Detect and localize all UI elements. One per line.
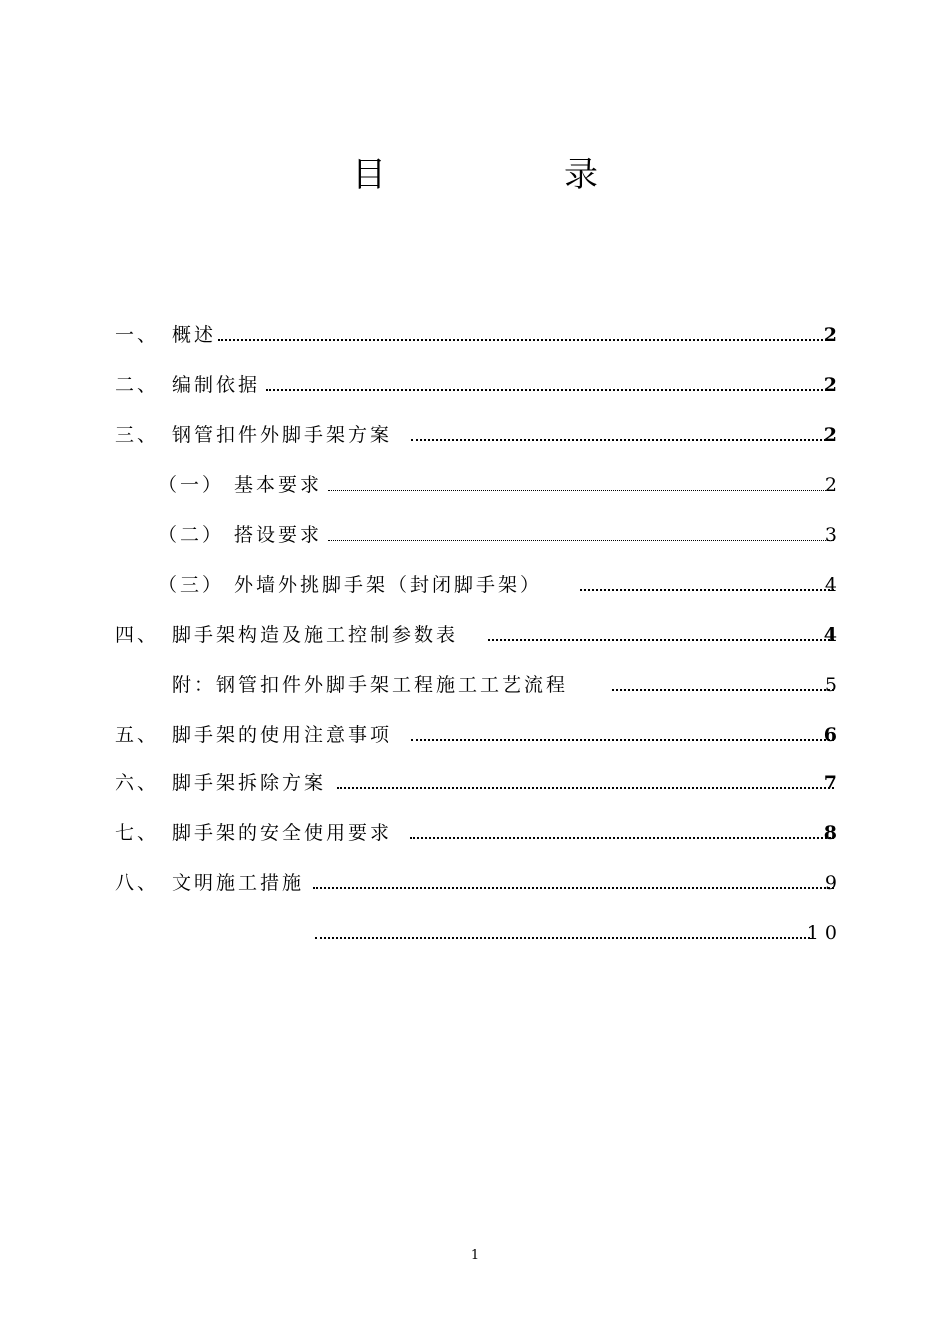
- toc-entry-page: 8: [823, 822, 837, 844]
- toc-entry-label: 脚手架的安全使用要求: [172, 818, 392, 848]
- toc-entry-number: （二）: [158, 524, 225, 546]
- toc-entry-page: 2: [823, 374, 837, 396]
- toc-entry-3-2[interactable]: [0, 520, 950, 550]
- toc-entry-label: 脚手架的使用注意事项: [172, 720, 392, 750]
- toc-entry-3-3[interactable]: [0, 570, 950, 600]
- toc-leader-dots: [328, 470, 834, 500]
- toc-entry-8[interactable]: [0, 868, 950, 898]
- toc-entry-page: 4: [824, 574, 837, 596]
- toc-entry-label: 编制依据: [172, 370, 260, 400]
- toc-entry-number: 一、: [115, 324, 160, 346]
- toc-entry-number: 六、: [115, 772, 160, 794]
- toc-entry-7[interactable]: [0, 818, 950, 848]
- toc-entry-label: 外墙外挑脚手架（封闭脚手架）: [234, 570, 542, 600]
- toc-leader-dots: [315, 918, 810, 948]
- toc-entry-page: 4: [823, 624, 837, 646]
- toc-entry-label: 概述: [172, 320, 216, 350]
- toc-entry-page: 3: [824, 524, 837, 546]
- toc-entry-3-1[interactable]: [0, 470, 950, 500]
- toc-entry-6[interactable]: [0, 768, 950, 798]
- toc-leader-dots: [328, 520, 834, 550]
- toc-leader-dots: [580, 570, 834, 600]
- toc-leader-dots: [337, 768, 834, 798]
- toc-entry-page: 1 0: [806, 922, 837, 944]
- toc-entry-number: （一）: [158, 474, 225, 496]
- toc-entry-label: 搭设要求: [234, 520, 322, 550]
- toc-entry-label: 脚手架拆除方案: [172, 768, 326, 798]
- toc-entry-appendix[interactable]: [0, 670, 950, 700]
- toc-entry-3[interactable]: [0, 420, 950, 450]
- toc-entry-number: 二、: [115, 374, 160, 396]
- toc-entry-page: 5: [824, 674, 837, 696]
- toc-entry-number: 四、: [115, 624, 160, 646]
- toc-entry-5[interactable]: [0, 720, 950, 750]
- toc-leader-dots: [313, 868, 834, 898]
- toc-entry-continuation[interactable]: [0, 918, 950, 948]
- toc-entry-number: 七、: [115, 822, 160, 844]
- toc-entry-page: 9: [824, 872, 837, 894]
- toc-leader-dots: [266, 370, 834, 400]
- toc-leader-dots: [411, 420, 834, 450]
- toc-entry-4[interactable]: [0, 620, 950, 650]
- toc-entry-label: 基本要求: [234, 470, 322, 500]
- toc-entry-page: 2: [823, 324, 837, 346]
- toc-entry-label: 脚手架构造及施工控制参数表: [172, 620, 458, 650]
- toc-entry-label: 文明施工措施: [172, 868, 304, 898]
- toc-leader-dots: [411, 720, 834, 750]
- toc-entry-page: 7: [823, 772, 837, 794]
- toc-entry-page: 2: [824, 474, 837, 496]
- toc-leader-dots: [612, 670, 834, 700]
- toc-entry-number: （三）: [158, 574, 225, 596]
- toc-entry-number: 八、: [115, 872, 160, 894]
- page-number: 1: [470, 1248, 480, 1263]
- toc-entry-page: 2: [823, 424, 837, 446]
- toc-entry-label: 钢管扣件外脚手架方案: [172, 420, 392, 450]
- toc-entry-page: 6: [823, 724, 837, 746]
- toc-entry-label: 附：钢管扣件外脚手架工程施工工艺流程: [172, 670, 568, 700]
- toc-title: 目 录: [352, 155, 670, 195]
- toc-entry-number: 五、: [115, 724, 160, 746]
- toc-leader-dots: [410, 818, 834, 848]
- toc-entry-1[interactable]: [0, 320, 950, 350]
- toc-entry-2[interactable]: [0, 370, 950, 400]
- toc-leader-dots: [488, 620, 834, 650]
- toc-leader-dots: [218, 320, 834, 350]
- toc-entry-number: 三、: [115, 424, 160, 446]
